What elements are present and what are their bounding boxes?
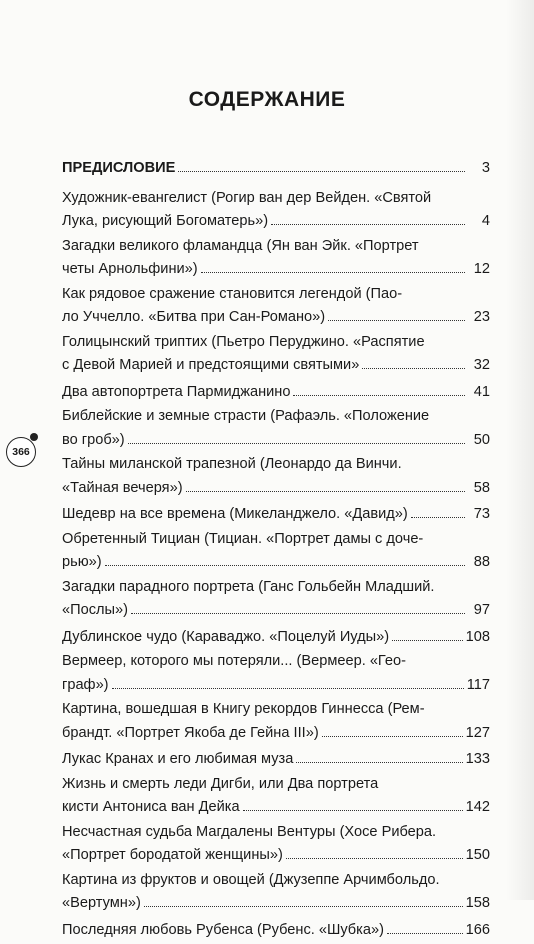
toc-entry-title-line: Загадки великого фламандца (Ян ван Эйк. «Портрет	[62, 237, 419, 254]
toc-entry-last-line	[62, 156, 490, 180]
dot-leader	[328, 305, 465, 321]
dot-leader	[411, 502, 465, 518]
toc-entry-last-line	[62, 550, 490, 574]
toc-entry-title-line: Дублинское чудо (Караваджо. «Поцелуй Иуды»)	[62, 628, 390, 645]
toc-entry	[62, 774, 490, 819]
toc-entry	[62, 918, 490, 942]
toc-entry	[62, 651, 490, 696]
toc-entry-title-line: Художник-евангелист (Рогир ван дер Вейден. «Святой	[62, 189, 432, 206]
toc-entry-page: 88	[473, 554, 490, 570]
toc-entry-last-line	[62, 305, 490, 329]
toc-entry	[62, 577, 490, 622]
toc-entry-page: 58	[473, 479, 490, 496]
toc-entry-last-line	[62, 428, 490, 452]
dot-leader	[387, 918, 463, 934]
toc-entry	[62, 625, 490, 649]
dot-leader	[293, 380, 465, 396]
toc-entry	[62, 406, 490, 451]
toc-entry-title-line: «Вертумн»)	[62, 895, 141, 911]
toc-entry-title-line: Как рядовое сражение становится легендой (Пао-	[62, 285, 403, 302]
toc-entry-page: 133	[465, 751, 490, 767]
toc-entry-page: 97	[473, 602, 490, 618]
dot-leader	[112, 673, 464, 689]
toc-entry-last-line	[62, 257, 490, 281]
toc-entry-page: 150	[465, 847, 490, 863]
toc-entry-title-line: Картина из фруктов и овощей (Джузеппе Арчимбольдо.	[62, 871, 440, 888]
toc-entry-title-line: Последняя любовь Рубенса (Рубенс. «Шубка»)	[62, 921, 384, 938]
toc-entry	[62, 332, 490, 377]
toc-entry-page: 41	[473, 383, 490, 400]
dot-leader	[131, 598, 465, 614]
toc-entry	[62, 188, 490, 233]
toc-entry-page: 117	[466, 676, 490, 693]
toc-entry-title-line: ло Уччелло. «Битва при Сан-Романо»)	[62, 309, 326, 325]
toc-entry-page: 158	[465, 895, 490, 911]
toc-entry-title-line: Несчастная судьба Магдалены Вентуры (Хосе Рибера.	[62, 823, 437, 840]
toc-entry-last-line	[62, 795, 490, 819]
toc-entry-title-line: «Портрет бородатой женщины»)	[62, 847, 283, 863]
toc-entry-title-line: Голицынский триптих (Пьетро Перуджино. «Распятие	[62, 333, 425, 350]
dot-leader	[392, 625, 463, 641]
toc-entry-title-line: Лука, рисующий Богоматерь»)	[62, 213, 269, 229]
toc-entry-title-line: с Девой Марией и предстоящими святыми»	[62, 357, 360, 373]
toc-entry-title-line: «Послы»)	[62, 602, 128, 618]
dot-leader	[296, 747, 462, 763]
dot-leader	[362, 353, 465, 369]
dot-leader	[271, 209, 465, 225]
toc-entry-page: 127	[465, 724, 490, 741]
toc-entry	[62, 870, 490, 915]
page-title: СОДЕРЖАНИЕ	[188, 88, 346, 111]
toc-entry-title-line: Лукас Кранах и его любимая муза	[62, 751, 294, 767]
toc-entry-last-line	[62, 380, 490, 404]
toc-entry-page: 50	[473, 431, 490, 448]
page-number-marker	[30, 433, 38, 441]
dot-leader	[243, 795, 463, 811]
toc-entry-last-line	[62, 843, 490, 867]
toc-entry-title-line: Загадки парадного портрета (Ганс Гольбейн Младший.	[62, 578, 435, 595]
toc-entry-last-line	[62, 625, 490, 649]
toc-entry-page: 23	[473, 309, 490, 325]
toc-entry-title-line: «Тайная вечеря»)	[62, 479, 183, 496]
dot-leader	[128, 428, 465, 444]
toc-entry-title-line: кисти Антониса ван Дейка	[62, 799, 240, 815]
toc-entry-title-line: Жизнь и смерть леди Дигби, или Два портрета	[62, 775, 379, 792]
toc-entry-last-line	[62, 891, 490, 915]
table-of-contents	[62, 156, 490, 944]
toc-entry-last-line	[62, 476, 490, 500]
toc-entry-title-line: Картина, вошедшая в Книгу рекордов Гиннесса (Рем-	[62, 701, 425, 717]
dot-leader	[144, 891, 463, 907]
toc-entry-title-line: Тайны миланской трапезной (Леонардо да Винчи.	[62, 456, 402, 472]
toc-entry-last-line	[62, 918, 490, 942]
toc-entry-title-line: Вермеер, которого мы потеряли... (Вермеер. «Гео-	[62, 653, 406, 669]
toc-entry-title-line: Шедевр на все времена (Микеланджело. «Давид»)	[62, 506, 408, 522]
toc-entry-page: 4	[481, 213, 490, 229]
toc-entry-page: 142	[465, 799, 490, 815]
toc-entry-page: 12	[473, 261, 490, 277]
toc-entry	[62, 454, 490, 499]
toc-entry-page: 3	[481, 160, 490, 176]
toc-entry-last-line	[62, 209, 490, 233]
toc-entry	[62, 502, 490, 526]
dot-leader	[286, 843, 463, 859]
toc-entry-title-line: Библейские и земные страсти (Рафаэль. «Положение	[62, 408, 430, 424]
toc-entry-title-line: Два автопортрета Пармиджанино	[62, 383, 291, 400]
toc-entry	[62, 156, 490, 180]
toc-entry-title-line: Обретенный Тициан (Тициан. «Портрет дамы с доче-	[62, 530, 424, 547]
dot-leader	[322, 721, 463, 737]
dot-leader	[201, 257, 465, 273]
toc-entry-title-line: рью»)	[62, 554, 102, 570]
dot-leader	[186, 476, 465, 492]
toc-entry-title-line: брандт. «Портрет Якоба де Гейна III»)	[62, 724, 319, 741]
toc-entry	[62, 284, 490, 329]
toc-entry-last-line	[62, 502, 490, 526]
toc-entry-title-line: четы Арнольфини»)	[62, 261, 198, 277]
toc-entry-title-line: ПРЕДИСЛОВИЕ	[62, 160, 176, 176]
toc-entry-last-line	[62, 721, 490, 745]
page-number: 366	[6, 437, 36, 467]
toc-entry	[62, 822, 490, 867]
toc-entry-page: 108	[465, 628, 490, 645]
toc-entry-title-line: граф»)	[62, 676, 109, 693]
toc-entry-page: 166	[465, 921, 490, 938]
toc-entry	[62, 699, 490, 744]
toc-entry-last-line	[62, 673, 490, 697]
toc-entry-page: 32	[473, 357, 490, 373]
toc-entry-last-line	[62, 353, 490, 377]
toc-entry	[62, 529, 490, 574]
toc-entry	[62, 747, 490, 771]
page-edge-shadow	[506, 0, 534, 900]
dot-leader	[178, 156, 465, 172]
toc-entry-last-line	[62, 598, 490, 622]
toc-entry-title-line: во гроб»)	[62, 431, 125, 448]
dot-leader	[105, 550, 465, 566]
toc-entry	[62, 236, 490, 281]
toc-entry-page: 73	[473, 506, 490, 522]
toc-entry-last-line	[62, 747, 490, 771]
toc-entry	[62, 380, 490, 404]
